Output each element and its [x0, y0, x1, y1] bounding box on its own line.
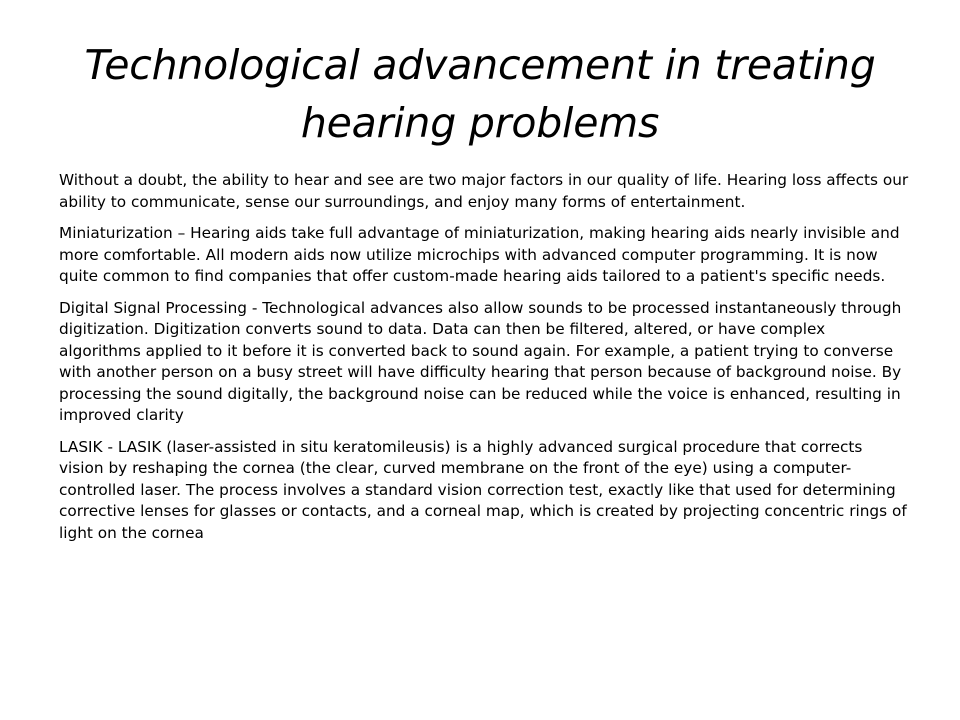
- paragraph-intro: Without a doubt, the ability to hear and see are two major factors in our quality of life. Hearing loss affects our ability to communicate, sense our surroundings, and enjoy many forms of entertainment.: [59, 171, 909, 211]
- slide-title: Technological advancement in treating hearing problems: [84, 41, 876, 147]
- paragraph-lasik: LASIK - LASIK (laser-assisted in situ keratomileusis) is a highly advanced surgical procedure that corrects vision by reshaping the cornea (the clear, curved membrane on the front of the eye) using a computer-controlled laser. The process involves a standard vision correction test, exactly like that used for determining corrective lenses for glasses or contacts, and a corneal map, which is created by projecting concentric rings of light on the cornea: [59, 437, 907, 542]
- paragraph-miniaturization: Miniaturization – Hearing aids take full advantage of miniaturization, making hearing aids nearly invisible and more comfortable. All modern aids now utilize microchips with advanced computer programming. It is now quite common to find companies that offer custom-made hearing aids tailored to a patient's specific needs.: [59, 224, 900, 285]
- slide-body: [59, 170, 911, 554]
- paragraph-digital-signal-processing: Digital Signal Processing - Technological advances also allow sounds to be processed instantaneously through digitization. Digitization converts sound to data. Data can then be filtered, altered, or have complex algorithms applied to it before it is converted back to sound again. For example, a patient trying to converse with another person on a busy street will have difficulty hearing that person because of background noise. By processing the sound digitally, the background noise can be reduced while the voice is enhanced, resulting in improved clarity: [59, 298, 902, 424]
